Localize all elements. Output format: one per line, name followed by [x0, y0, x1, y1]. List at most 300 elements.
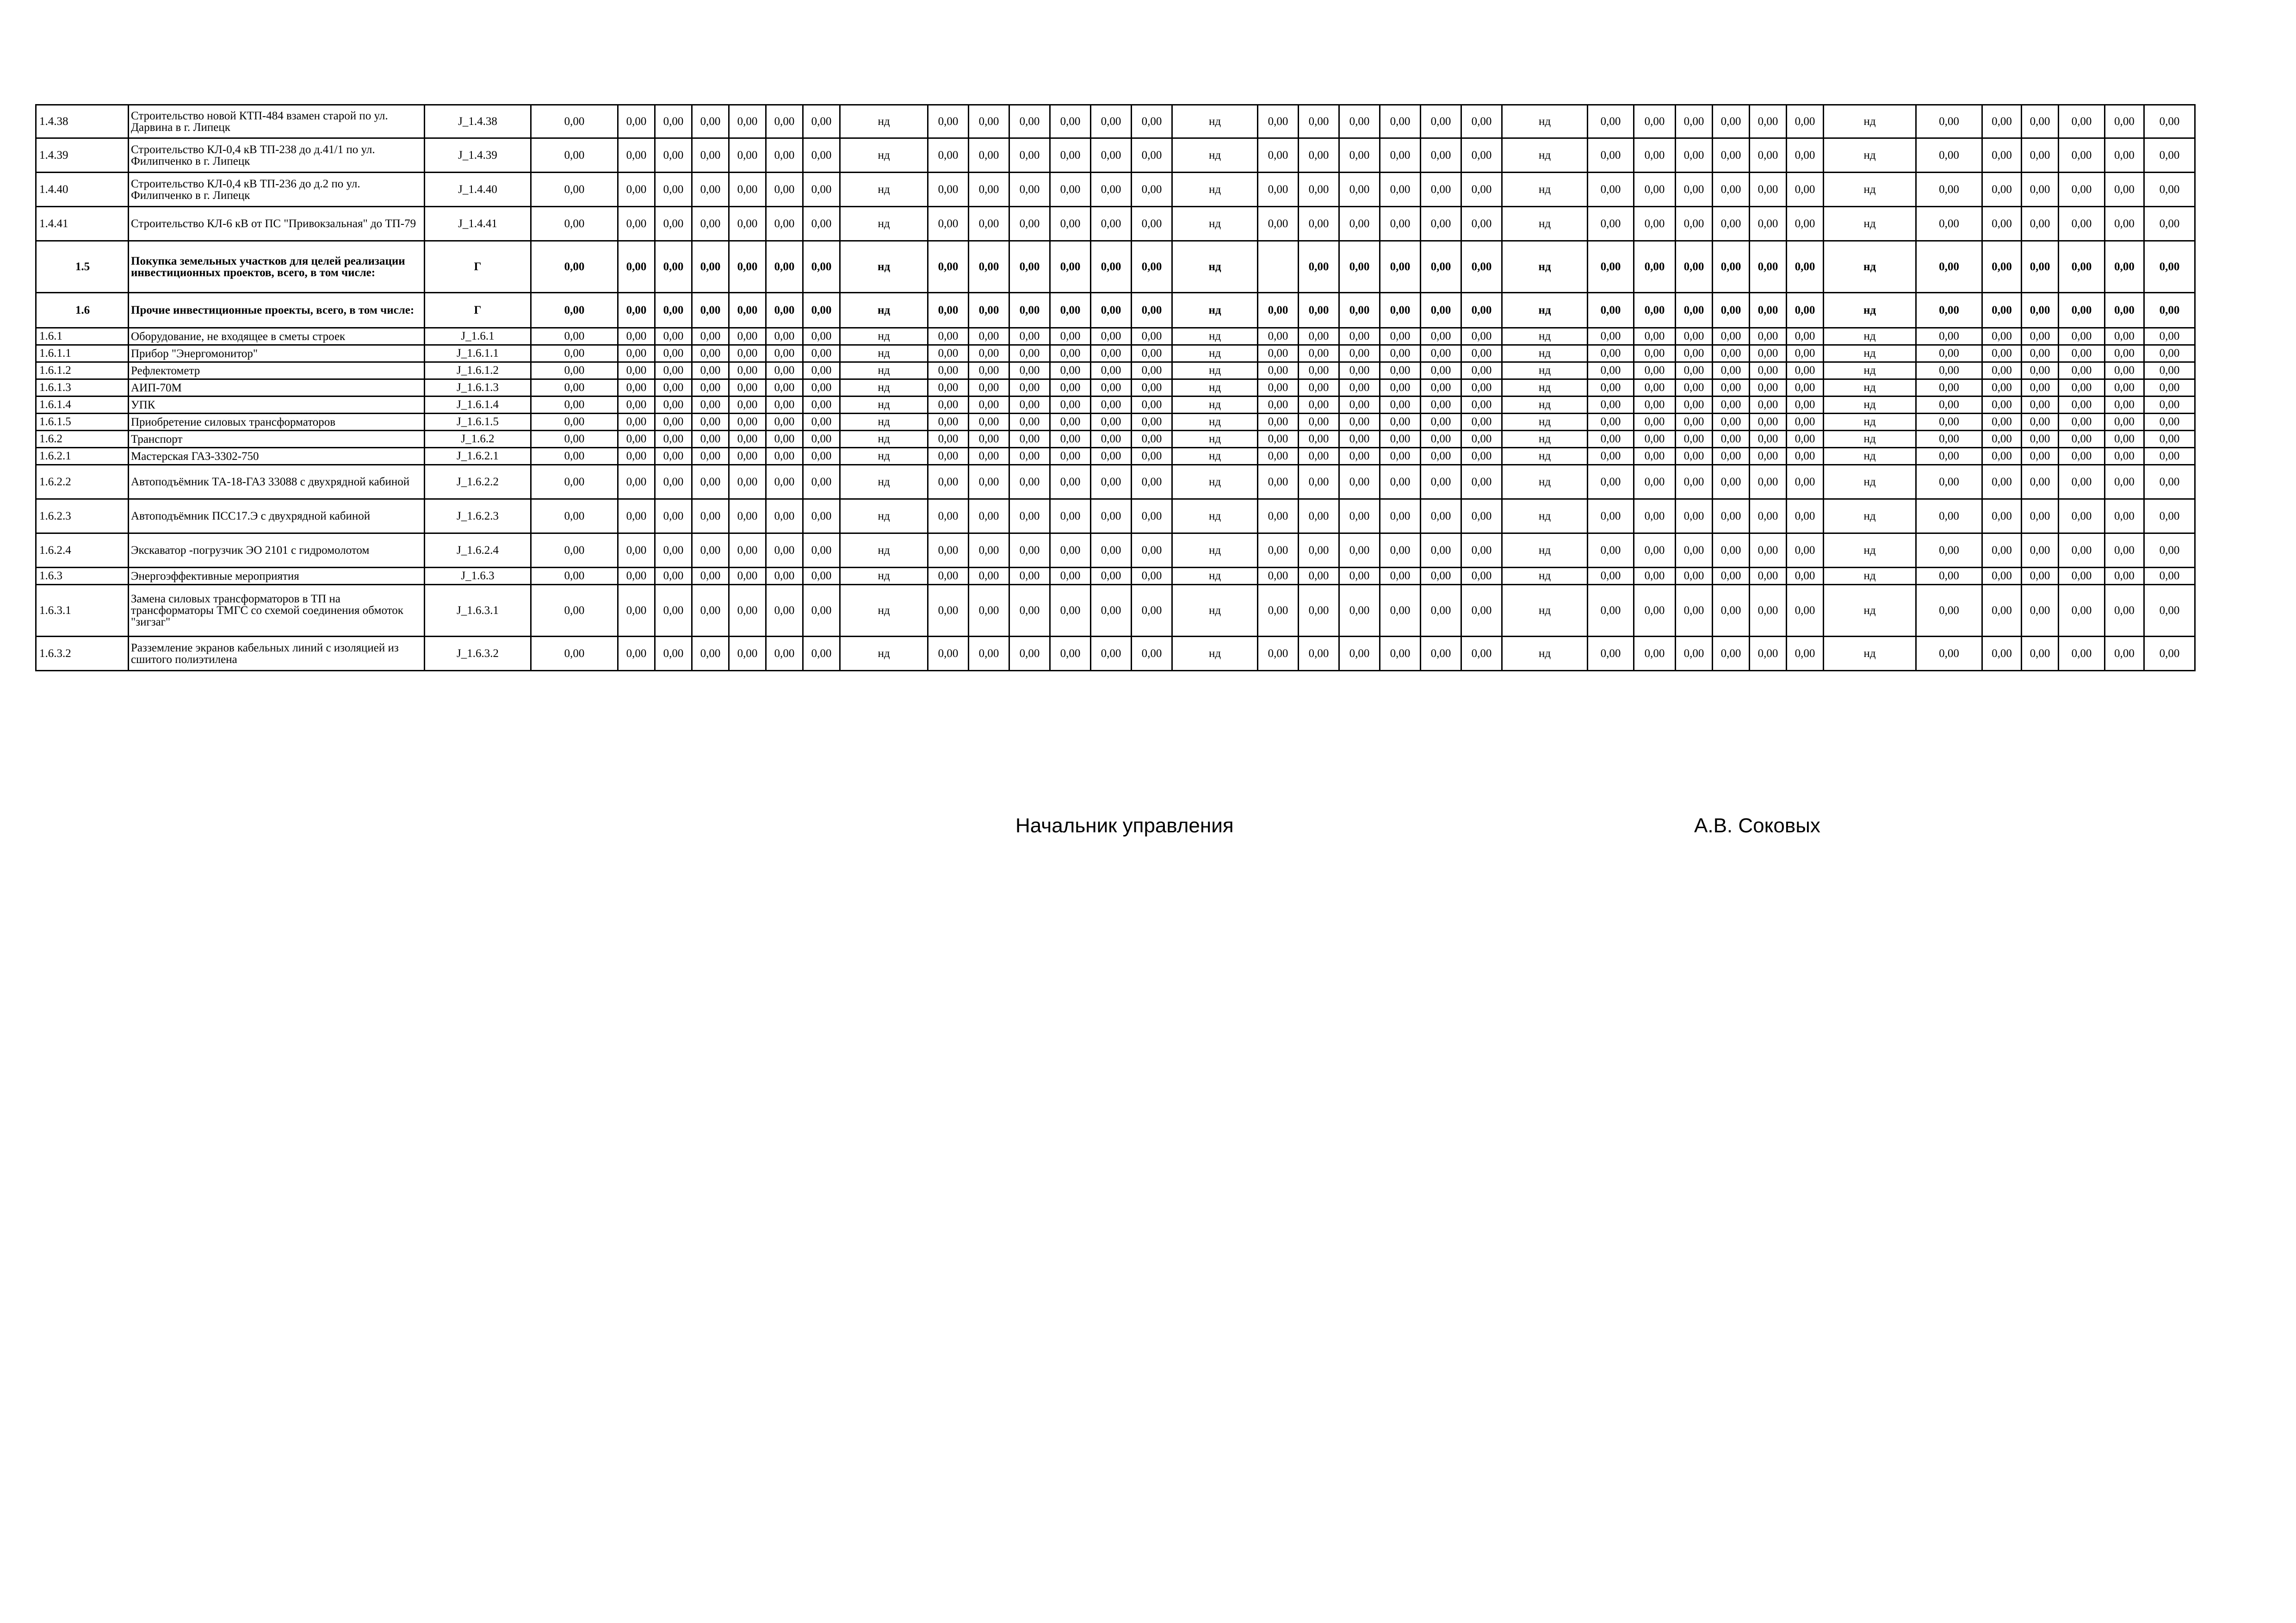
row-id: J_1.6.2.2: [425, 465, 531, 499]
value-cell: 0,00: [655, 414, 692, 431]
value-cell: 0,00: [692, 138, 729, 173]
row-id: J_1.4.38: [425, 105, 531, 138]
value-cell: 0,00: [2059, 241, 2105, 293]
value-cell: 0,00: [2105, 362, 2144, 379]
value-cell: 0,00: [2022, 293, 2059, 328]
nd-cell: нд: [1824, 499, 1916, 533]
value-cell: 0,00: [2144, 328, 2195, 345]
row-id: J_1.4.41: [425, 207, 531, 241]
value-cell: 0,00: [1461, 105, 1502, 138]
value-cell: 0,00: [1634, 207, 1676, 241]
value-cell: 0,00: [1787, 414, 1824, 431]
row-name: АИП-70М: [129, 379, 425, 396]
value-cell: 0,00: [1421, 414, 1461, 431]
value-cell: 0,00: [1299, 414, 1339, 431]
value-cell: 0,00: [531, 465, 618, 499]
nd-cell: нд: [1824, 207, 1916, 241]
value-cell: 0,00: [766, 207, 803, 241]
value-cell: 0,00: [1713, 499, 1750, 533]
value-cell: 0,00: [766, 568, 803, 585]
value-cell: 0,00: [618, 173, 655, 207]
value-cell: 0,00: [1258, 465, 1299, 499]
value-cell: 0,00: [2059, 396, 2105, 414]
row-id: J_1.4.39: [425, 138, 531, 173]
row-name: Энергоэффективные мероприятия: [129, 568, 425, 585]
value-cell: 0,00: [928, 345, 969, 362]
value-cell: 0,00: [1634, 105, 1676, 138]
value-cell: 0,00: [1380, 328, 1421, 345]
nd-cell: нд: [1502, 637, 1588, 671]
value-cell: 0,00: [618, 637, 655, 671]
value-cell: 0,00: [1339, 362, 1380, 379]
value-cell: 0,00: [1787, 637, 1824, 671]
value-cell: 0,00: [1787, 585, 1824, 637]
value-cell: 0,00: [655, 345, 692, 362]
value-cell: 0,00: [1380, 379, 1421, 396]
value-cell: 0,00: [928, 328, 969, 345]
value-cell: 0,00: [2059, 328, 2105, 345]
value-cell: 0,00: [2144, 431, 2195, 448]
nd-cell: нд: [1502, 379, 1588, 396]
value-cell: 0,00: [1982, 533, 2022, 568]
value-cell: 0,00: [1916, 379, 1982, 396]
value-cell: 0,00: [729, 105, 766, 138]
row-id: J_1.6.3.2: [425, 637, 531, 671]
nd-cell: нд: [1502, 138, 1588, 173]
value-cell: 0,00: [1421, 207, 1461, 241]
row-number: 1.6: [36, 293, 129, 328]
value-cell: 0,00: [1009, 448, 1050, 465]
value-cell: 0,00: [1050, 396, 1091, 414]
value-cell: 0,00: [1380, 293, 1421, 328]
table-row: [36, 396, 2195, 414]
row-number: 1.6.3: [36, 568, 129, 585]
table-row: [36, 637, 2195, 671]
table-row: [36, 499, 2195, 533]
value-cell: 0,00: [1009, 414, 1050, 431]
value-cell: 0,00: [1132, 379, 1172, 396]
value-cell: 0,00: [1380, 207, 1421, 241]
value-cell: 0,00: [1009, 585, 1050, 637]
value-cell: 0,00: [1132, 568, 1172, 585]
row-id: J_1.6.1: [425, 328, 531, 345]
value-cell: 0,00: [531, 637, 618, 671]
value-cell: 0,00: [1982, 585, 2022, 637]
value-cell: 0,00: [1676, 568, 1713, 585]
value-cell: 0,00: [729, 448, 766, 465]
value-cell: 0,00: [1634, 448, 1676, 465]
value-cell: 0,00: [2144, 465, 2195, 499]
value-cell: 0,00: [1750, 328, 1787, 345]
value-cell: 0,00: [2105, 379, 2144, 396]
value-cell: 0,00: [1299, 396, 1339, 414]
value-cell: 0,00: [1380, 585, 1421, 637]
value-cell: 0,00: [1982, 138, 2022, 173]
value-cell: 0,00: [1787, 431, 1824, 448]
value-cell: 0,00: [1132, 138, 1172, 173]
value-cell: 0,00: [1461, 362, 1502, 379]
nd-cell: нд: [1172, 207, 1258, 241]
value-cell: 0,00: [692, 173, 729, 207]
value-cell: 0,00: [1421, 293, 1461, 328]
value-cell: 0,00: [2059, 414, 2105, 431]
table-row: [36, 293, 2195, 328]
row-name: Разземление экранов кабельных линий с изоляцией из сшитого полиэтилена: [129, 637, 425, 671]
value-cell: 0,00: [1050, 448, 1091, 465]
value-cell: 0,00: [1091, 533, 1132, 568]
value-cell: 0,00: [1676, 465, 1713, 499]
value-cell: 0,00: [1339, 241, 1380, 293]
value-cell: 0,00: [1461, 379, 1502, 396]
value-cell: 0,00: [1299, 448, 1339, 465]
row-id: J_1.6.2.1: [425, 448, 531, 465]
nd-cell: нд: [1824, 241, 1916, 293]
value-cell: 0,00: [1634, 173, 1676, 207]
value-cell: 0,00: [1380, 499, 1421, 533]
nd-cell: нд: [1172, 173, 1258, 207]
value-cell: 0,00: [2059, 499, 2105, 533]
value-cell: 0,00: [2059, 105, 2105, 138]
value-cell: 0,00: [1380, 637, 1421, 671]
value-cell: 0,00: [1050, 533, 1091, 568]
value-cell: 0,00: [1713, 362, 1750, 379]
value-cell: 0,00: [618, 396, 655, 414]
value-cell: 0,00: [1982, 293, 2022, 328]
value-cell: 0,00: [1750, 431, 1787, 448]
value-cell: 0,00: [803, 173, 840, 207]
nd-cell: нд: [1824, 173, 1916, 207]
value-cell: 0,00: [1916, 568, 1982, 585]
value-cell: 0,00: [803, 431, 840, 448]
nd-cell: нд: [1502, 207, 1588, 241]
value-cell: 0,00: [1787, 448, 1824, 465]
row-name: Автоподъёмник ПСС17.Э с двухрядной кабиной: [129, 499, 425, 533]
value-cell: 0,00: [1750, 207, 1787, 241]
value-cell: 0,00: [1750, 105, 1787, 138]
value-cell: 0,00: [2022, 396, 2059, 414]
value-cell: 0,00: [2059, 138, 2105, 173]
row-number: 1.6.2.4: [36, 533, 129, 568]
value-cell: 0,00: [969, 328, 1009, 345]
value-cell: 0,00: [1091, 207, 1132, 241]
nd-cell: нд: [840, 533, 928, 568]
value-cell: 0,00: [1787, 241, 1824, 293]
value-cell: 0,00: [531, 207, 618, 241]
value-cell: 0,00: [969, 293, 1009, 328]
value-cell: 0,00: [1050, 499, 1091, 533]
nd-cell: нд: [1172, 379, 1258, 396]
value-cell: 0,00: [928, 637, 969, 671]
value-cell: 0,00: [618, 138, 655, 173]
value-cell: 0,00: [1787, 396, 1824, 414]
value-cell: 0,00: [969, 138, 1009, 173]
value-cell: 0,00: [969, 105, 1009, 138]
nd-cell: нд: [1824, 293, 1916, 328]
value-cell: 0,00: [2105, 414, 2144, 431]
value-cell: 0,00: [1380, 173, 1421, 207]
value-cell: 0,00: [1339, 379, 1380, 396]
value-cell: 0,00: [692, 328, 729, 345]
value-cell: 0,00: [1588, 241, 1634, 293]
nd-cell: нд: [1172, 362, 1258, 379]
value-cell: 0,00: [1750, 414, 1787, 431]
value-cell: 0,00: [928, 379, 969, 396]
value-cell: 0,00: [1299, 637, 1339, 671]
value-cell: 0,00: [1132, 241, 1172, 293]
value-cell: 0,00: [1750, 448, 1787, 465]
row-id: J_1.6.2.3: [425, 499, 531, 533]
value-cell: 0,00: [1634, 414, 1676, 431]
row-id: J_1.6.1.4: [425, 396, 531, 414]
value-cell: 0,00: [1339, 585, 1380, 637]
value-cell: 0,00: [729, 465, 766, 499]
value-cell: 0,00: [618, 362, 655, 379]
value-cell: 0,00: [2105, 637, 2144, 671]
value-cell: 0,00: [1421, 328, 1461, 345]
value-cell: 0,00: [1050, 431, 1091, 448]
value-cell: 0,00: [1421, 396, 1461, 414]
value-cell: 0,00: [1091, 362, 1132, 379]
value-cell: 0,00: [1258, 345, 1299, 362]
value-cell: 0,00: [803, 448, 840, 465]
value-cell: 0,00: [1009, 568, 1050, 585]
value-cell: 0,00: [2144, 448, 2195, 465]
value-cell: 0,00: [2059, 431, 2105, 448]
value-cell: 0,00: [655, 637, 692, 671]
value-cell: 0,00: [1676, 328, 1713, 345]
value-cell: 0,00: [618, 293, 655, 328]
value-cell: 0,00: [1588, 414, 1634, 431]
value-cell: 0,00: [1009, 396, 1050, 414]
table-row: [36, 328, 2195, 345]
value-cell: 0,00: [803, 138, 840, 173]
value-cell: 0,00: [2105, 568, 2144, 585]
value-cell: 0,00: [803, 379, 840, 396]
value-cell: 0,00: [1588, 173, 1634, 207]
value-cell: 0,00: [2144, 293, 2195, 328]
nd-cell: нд: [840, 105, 928, 138]
value-cell: 0,00: [1982, 379, 2022, 396]
value-cell: 0,00: [1982, 431, 2022, 448]
value-cell: 0,00: [1050, 585, 1091, 637]
value-cell: 0,00: [655, 207, 692, 241]
value-cell: 0,00: [618, 379, 655, 396]
value-cell: 0,00: [1916, 173, 1982, 207]
value-cell: 0,00: [928, 568, 969, 585]
value-cell: 0,00: [1299, 533, 1339, 568]
value-cell: 0,00: [1982, 568, 2022, 585]
value-cell: 0,00: [1258, 138, 1299, 173]
value-cell: 0,00: [2144, 585, 2195, 637]
value-cell: 0,00: [692, 345, 729, 362]
row-number: 1.4.40: [36, 173, 129, 207]
value-cell: 0,00: [655, 448, 692, 465]
value-cell: 0,00: [928, 465, 969, 499]
value-cell: 0,00: [1421, 138, 1461, 173]
value-cell: 0,00: [1634, 637, 1676, 671]
row-id: Г: [425, 241, 531, 293]
value-cell: 0,00: [928, 448, 969, 465]
value-cell: 0,00: [531, 345, 618, 362]
value-cell: 0,00: [1132, 105, 1172, 138]
value-cell: 0,00: [1916, 293, 1982, 328]
nd-cell: нд: [1502, 241, 1588, 293]
value-cell: 0,00: [692, 499, 729, 533]
table-row: [36, 379, 2195, 396]
value-cell: 0,00: [1750, 379, 1787, 396]
value-cell: 0,00: [1339, 533, 1380, 568]
value-cell: 0,00: [1982, 362, 2022, 379]
nd-cell: нд: [840, 414, 928, 431]
value-cell: 0,00: [1258, 207, 1299, 241]
value-cell: 0,00: [766, 105, 803, 138]
value-cell: 0,00: [1461, 637, 1502, 671]
row-name: Приобретение силовых трансформаторов: [129, 414, 425, 431]
table-row: [36, 465, 2195, 499]
value-cell: 0,00: [618, 465, 655, 499]
value-cell: 0,00: [803, 585, 840, 637]
value-cell: 0,00: [618, 207, 655, 241]
value-cell: 0,00: [1380, 241, 1421, 293]
value-cell: 0,00: [803, 396, 840, 414]
value-cell: 0,00: [2105, 585, 2144, 637]
value-cell: 0,00: [2144, 499, 2195, 533]
nd-cell: нд: [1502, 414, 1588, 431]
value-cell: 0,00: [1461, 396, 1502, 414]
value-cell: 0,00: [2105, 207, 2144, 241]
nd-cell: нд: [1502, 396, 1588, 414]
value-cell: 0,00: [1982, 414, 2022, 431]
value-cell: 0,00: [531, 585, 618, 637]
value-cell: 0,00: [1258, 637, 1299, 671]
value-cell: 0,00: [1634, 585, 1676, 637]
value-cell: 0,00: [1634, 533, 1676, 568]
value-cell: 0,00: [1634, 293, 1676, 328]
value-cell: 0,00: [1380, 345, 1421, 362]
value-cell: 0,00: [1634, 328, 1676, 345]
value-cell: 0,00: [1461, 533, 1502, 568]
nd-cell: нд: [840, 345, 928, 362]
value-cell: 0,00: [1258, 173, 1299, 207]
value-cell: 0,00: [655, 328, 692, 345]
value-cell: 0,00: [1982, 345, 2022, 362]
value-cell: 0,00: [2059, 173, 2105, 207]
value-cell: 0,00: [1132, 465, 1172, 499]
value-cell: 0,00: [1676, 448, 1713, 465]
value-cell: 0,00: [618, 328, 655, 345]
value-cell: 0,00: [1258, 431, 1299, 448]
nd-cell: нд: [1824, 105, 1916, 138]
value-cell: 0,00: [1461, 465, 1502, 499]
value-cell: 0,00: [1787, 293, 1824, 328]
value-cell: 0,00: [1299, 105, 1339, 138]
value-cell: 0,00: [1299, 431, 1339, 448]
value-cell: 0,00: [803, 499, 840, 533]
nd-cell: нд: [1172, 105, 1258, 138]
nd-cell: нд: [840, 465, 928, 499]
value-cell: 0,00: [1091, 173, 1132, 207]
row-name: Прочие инвестиционные проекты, всего, в том числе:: [129, 293, 425, 328]
value-cell: 0,00: [1676, 362, 1713, 379]
value-cell: 0,00: [928, 293, 969, 328]
value-cell: 0,00: [1050, 293, 1091, 328]
nd-cell: нд: [840, 585, 928, 637]
value-cell: 0,00: [1713, 637, 1750, 671]
value-cell: 0,00: [1982, 207, 2022, 241]
value-cell: 0,00: [1050, 362, 1091, 379]
value-cell: 0,00: [1676, 414, 1713, 431]
value-cell: 0,00: [1634, 396, 1676, 414]
value-cell: 0,00: [618, 568, 655, 585]
value-cell: 0,00: [1299, 207, 1339, 241]
value-cell: 0,00: [531, 499, 618, 533]
value-cell: 0,00: [729, 533, 766, 568]
value-cell: 0,00: [729, 362, 766, 379]
nd-cell: нд: [1502, 345, 1588, 362]
value-cell: 0,00: [1299, 362, 1339, 379]
value-cell: 0,00: [2022, 431, 2059, 448]
value-cell: 0,00: [1339, 345, 1380, 362]
row-id: J_1.6.1.5: [425, 414, 531, 431]
value-cell: 0,00: [1091, 431, 1132, 448]
row-number: 1.6.1: [36, 328, 129, 345]
value-cell: 0,00: [1916, 585, 1982, 637]
value-cell: 0,00: [1421, 448, 1461, 465]
value-cell: 0,00: [618, 499, 655, 533]
value-cell: 0,00: [2144, 533, 2195, 568]
value-cell: 0,00: [1421, 585, 1461, 637]
value-cell: 0,00: [655, 173, 692, 207]
value-cell: 0,00: [1750, 362, 1787, 379]
value-cell: 0,00: [1461, 328, 1502, 345]
value-cell: 0,00: [1588, 345, 1634, 362]
value-cell: 0,00: [803, 533, 840, 568]
value-cell: 0,00: [1258, 499, 1299, 533]
row-name: Автоподъёмник ТА-18-ГАЗ 33088 с двухрядной кабиной: [129, 465, 425, 499]
value-cell: 0,00: [969, 568, 1009, 585]
value-cell: 0,00: [1634, 568, 1676, 585]
value-cell: 0,00: [1339, 414, 1380, 431]
row-number: 1.4.41: [36, 207, 129, 241]
value-cell: 0,00: [729, 207, 766, 241]
value-cell: 0,00: [1132, 362, 1172, 379]
value-cell: 0,00: [1132, 293, 1172, 328]
value-cell: 0,00: [1713, 207, 1750, 241]
value-cell: 0,00: [1676, 396, 1713, 414]
value-cell: 0,00: [692, 637, 729, 671]
value-cell: 0,00: [803, 293, 840, 328]
nd-cell: нд: [1172, 138, 1258, 173]
value-cell: 0,00: [1588, 465, 1634, 499]
value-cell: 0,00: [1750, 293, 1787, 328]
nd-cell: нд: [840, 568, 928, 585]
value-cell: 0,00: [2144, 207, 2195, 241]
value-cell: 0,00: [618, 585, 655, 637]
value-cell: 0,00: [1421, 465, 1461, 499]
value-cell: 0,00: [1750, 241, 1787, 293]
value-cell: 0,00: [729, 173, 766, 207]
value-cell: 0,00: [1916, 448, 1982, 465]
value-cell: 0,00: [1787, 362, 1824, 379]
nd-cell: нд: [840, 499, 928, 533]
value-cell: 0,00: [1421, 105, 1461, 138]
value-cell: 0,00: [1916, 465, 1982, 499]
value-cell: 0,00: [1916, 499, 1982, 533]
row-name: Мастерская ГАЗ-3302-750: [129, 448, 425, 465]
row-name: Транспорт: [129, 431, 425, 448]
value-cell: 0,00: [2022, 533, 2059, 568]
nd-cell: нд: [1824, 379, 1916, 396]
